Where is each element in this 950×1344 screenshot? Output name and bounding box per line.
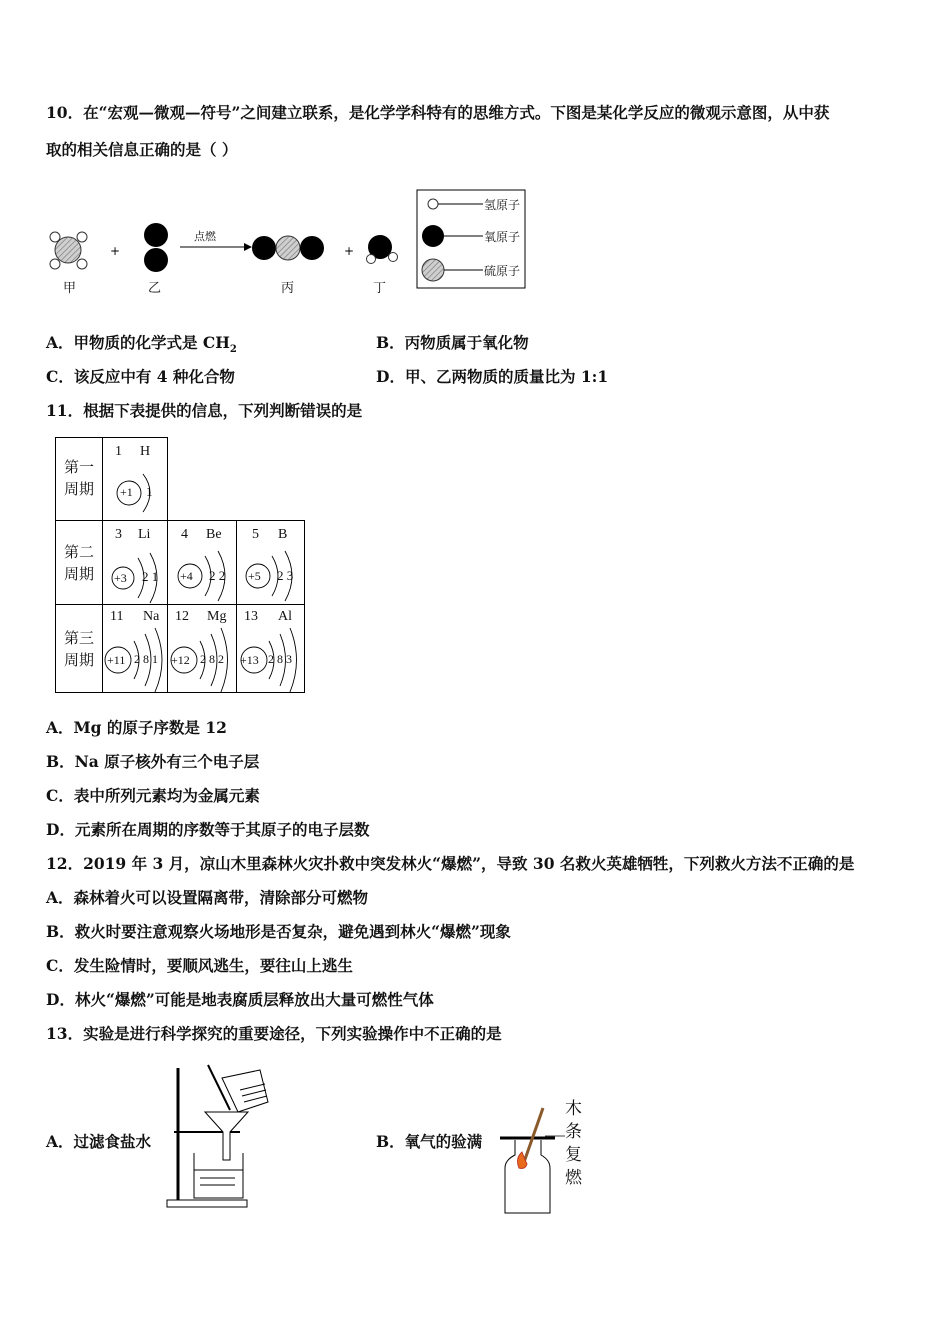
mg-nucleus: +12 (171, 653, 190, 667)
atom-structure-drawings (0, 0, 320, 700)
period-2-header: 第二 周期 (55, 520, 103, 605)
q10-option-d: D．甲、乙两物质的质量比为 1:1 (376, 367, 609, 386)
be-shells: 2 2 (209, 568, 226, 583)
h-nucleus: +1 (120, 485, 133, 499)
h-number: 1 (115, 444, 122, 459)
na-number: 11 (110, 609, 124, 624)
label-yi: 乙 (148, 281, 162, 296)
oxygen-test-annotation: 木 条 复 燃 (565, 1099, 582, 1188)
na-symbol: Na (143, 609, 160, 624)
label-bing: 丙 (281, 281, 295, 296)
be-nucleus: +4 (180, 569, 193, 583)
mg-shells: 2 8 2 (200, 652, 224, 666)
al-nucleus: +13 (240, 653, 259, 667)
al-symbol: Al (278, 609, 292, 624)
legend-sulfur: 硫原子 (484, 264, 521, 278)
legend-oxygen: 氧原子 (484, 230, 521, 244)
q11-option-c: C．表中所列元素均为金属元素 (46, 786, 260, 805)
oxygen-test-bottle-image (495, 1100, 565, 1220)
q10-stem-line1: 10．在“宏观—微观—符号”之间建立联系，是化学学科特有的思维方式。下图是某化学反应的微观示意图，从中获 (46, 103, 830, 122)
b-number: 5 (252, 527, 259, 542)
mg-symbol: Mg (207, 609, 227, 624)
q13-option-b: B．氧气的验满 (376, 1132, 483, 1151)
plus-2: + (344, 244, 355, 258)
q11-option-d: D．元素所在周期的序数等于其原子的电子层数 (46, 820, 370, 839)
al-number: 13 (244, 609, 258, 624)
b-symbol: B (278, 527, 288, 542)
q12-stem: 12．2019 年 3 月，凉山木里森林火灾扑救中突发林火“爆燃”，导致 30 名救火英雄牺牲，下列救火方法不正确的是 (46, 854, 855, 873)
period-1-header: 第一 周期 (55, 437, 103, 521)
h-symbol: H (140, 444, 151, 459)
q10-option-b: B．丙物质属于氧化物 (376, 333, 529, 352)
q11-stem: 11．根据下表提供的信息，下列判断错误的是 (46, 401, 363, 420)
period-3-header: 第三 周期 (55, 604, 103, 693)
na-nucleus: +11 (107, 653, 126, 667)
legend-hydrogen: 氢原子 (484, 198, 521, 212)
h-shells: 1 (146, 484, 153, 499)
q12-option-a: A．森林着火可以设置隔离带，清除部分可燃物 (46, 888, 369, 907)
al-shells: 2 8 3 (268, 652, 292, 666)
b-nucleus: +5 (248, 569, 261, 583)
arrow-label: 点燃 (194, 230, 216, 243)
q12-option-b: B．救火时要注意观察火场地形是否复杂，避免遇到林火“爆燃”现象 (46, 922, 511, 941)
q12-option-d: D．林火“爆燃”可能是地表腐质层释放出大量可燃性气体 (46, 990, 434, 1009)
plus-1: + (110, 244, 121, 258)
filtration-apparatus-image (160, 1060, 280, 1215)
be-number: 4 (181, 527, 188, 542)
q10-option-a: A．甲物质的化学式是 $CH_2$ (46, 333, 237, 356)
q11-option-b: B．Na 原子核外有三个电子层 (46, 752, 260, 771)
molecule-ding (367, 235, 398, 264)
q13-option-a: A．过滤食盐水 (46, 1132, 152, 1151)
mg-number: 12 (175, 609, 189, 624)
li-nucleus: +3 (114, 571, 127, 585)
li-number: 3 (115, 527, 122, 542)
b-shells: 2 3 (277, 568, 294, 583)
li-symbol: Li (138, 527, 151, 542)
label-jia: 甲 (63, 281, 77, 296)
li-shells: 2 1 (142, 569, 159, 584)
q10-option-c: C．该反应中有 4 种化合物 (46, 367, 235, 386)
be-symbol: Be (206, 527, 222, 542)
na-shells: 2 8 1 (134, 652, 158, 666)
q12-option-c: C．发生险情时，要顺风逃生，要往山上逃生 (46, 956, 353, 975)
q11-option-a: A．Mg 的原子序数是 12 (46, 718, 227, 737)
q13-stem: 13．实验是进行科学探究的重要途径，下列实验操作中不正确的是 (46, 1024, 502, 1043)
label-ding: 丁 (373, 281, 387, 296)
q10-stem-line2: 取的相关信息正确的是（ ） (46, 140, 238, 159)
